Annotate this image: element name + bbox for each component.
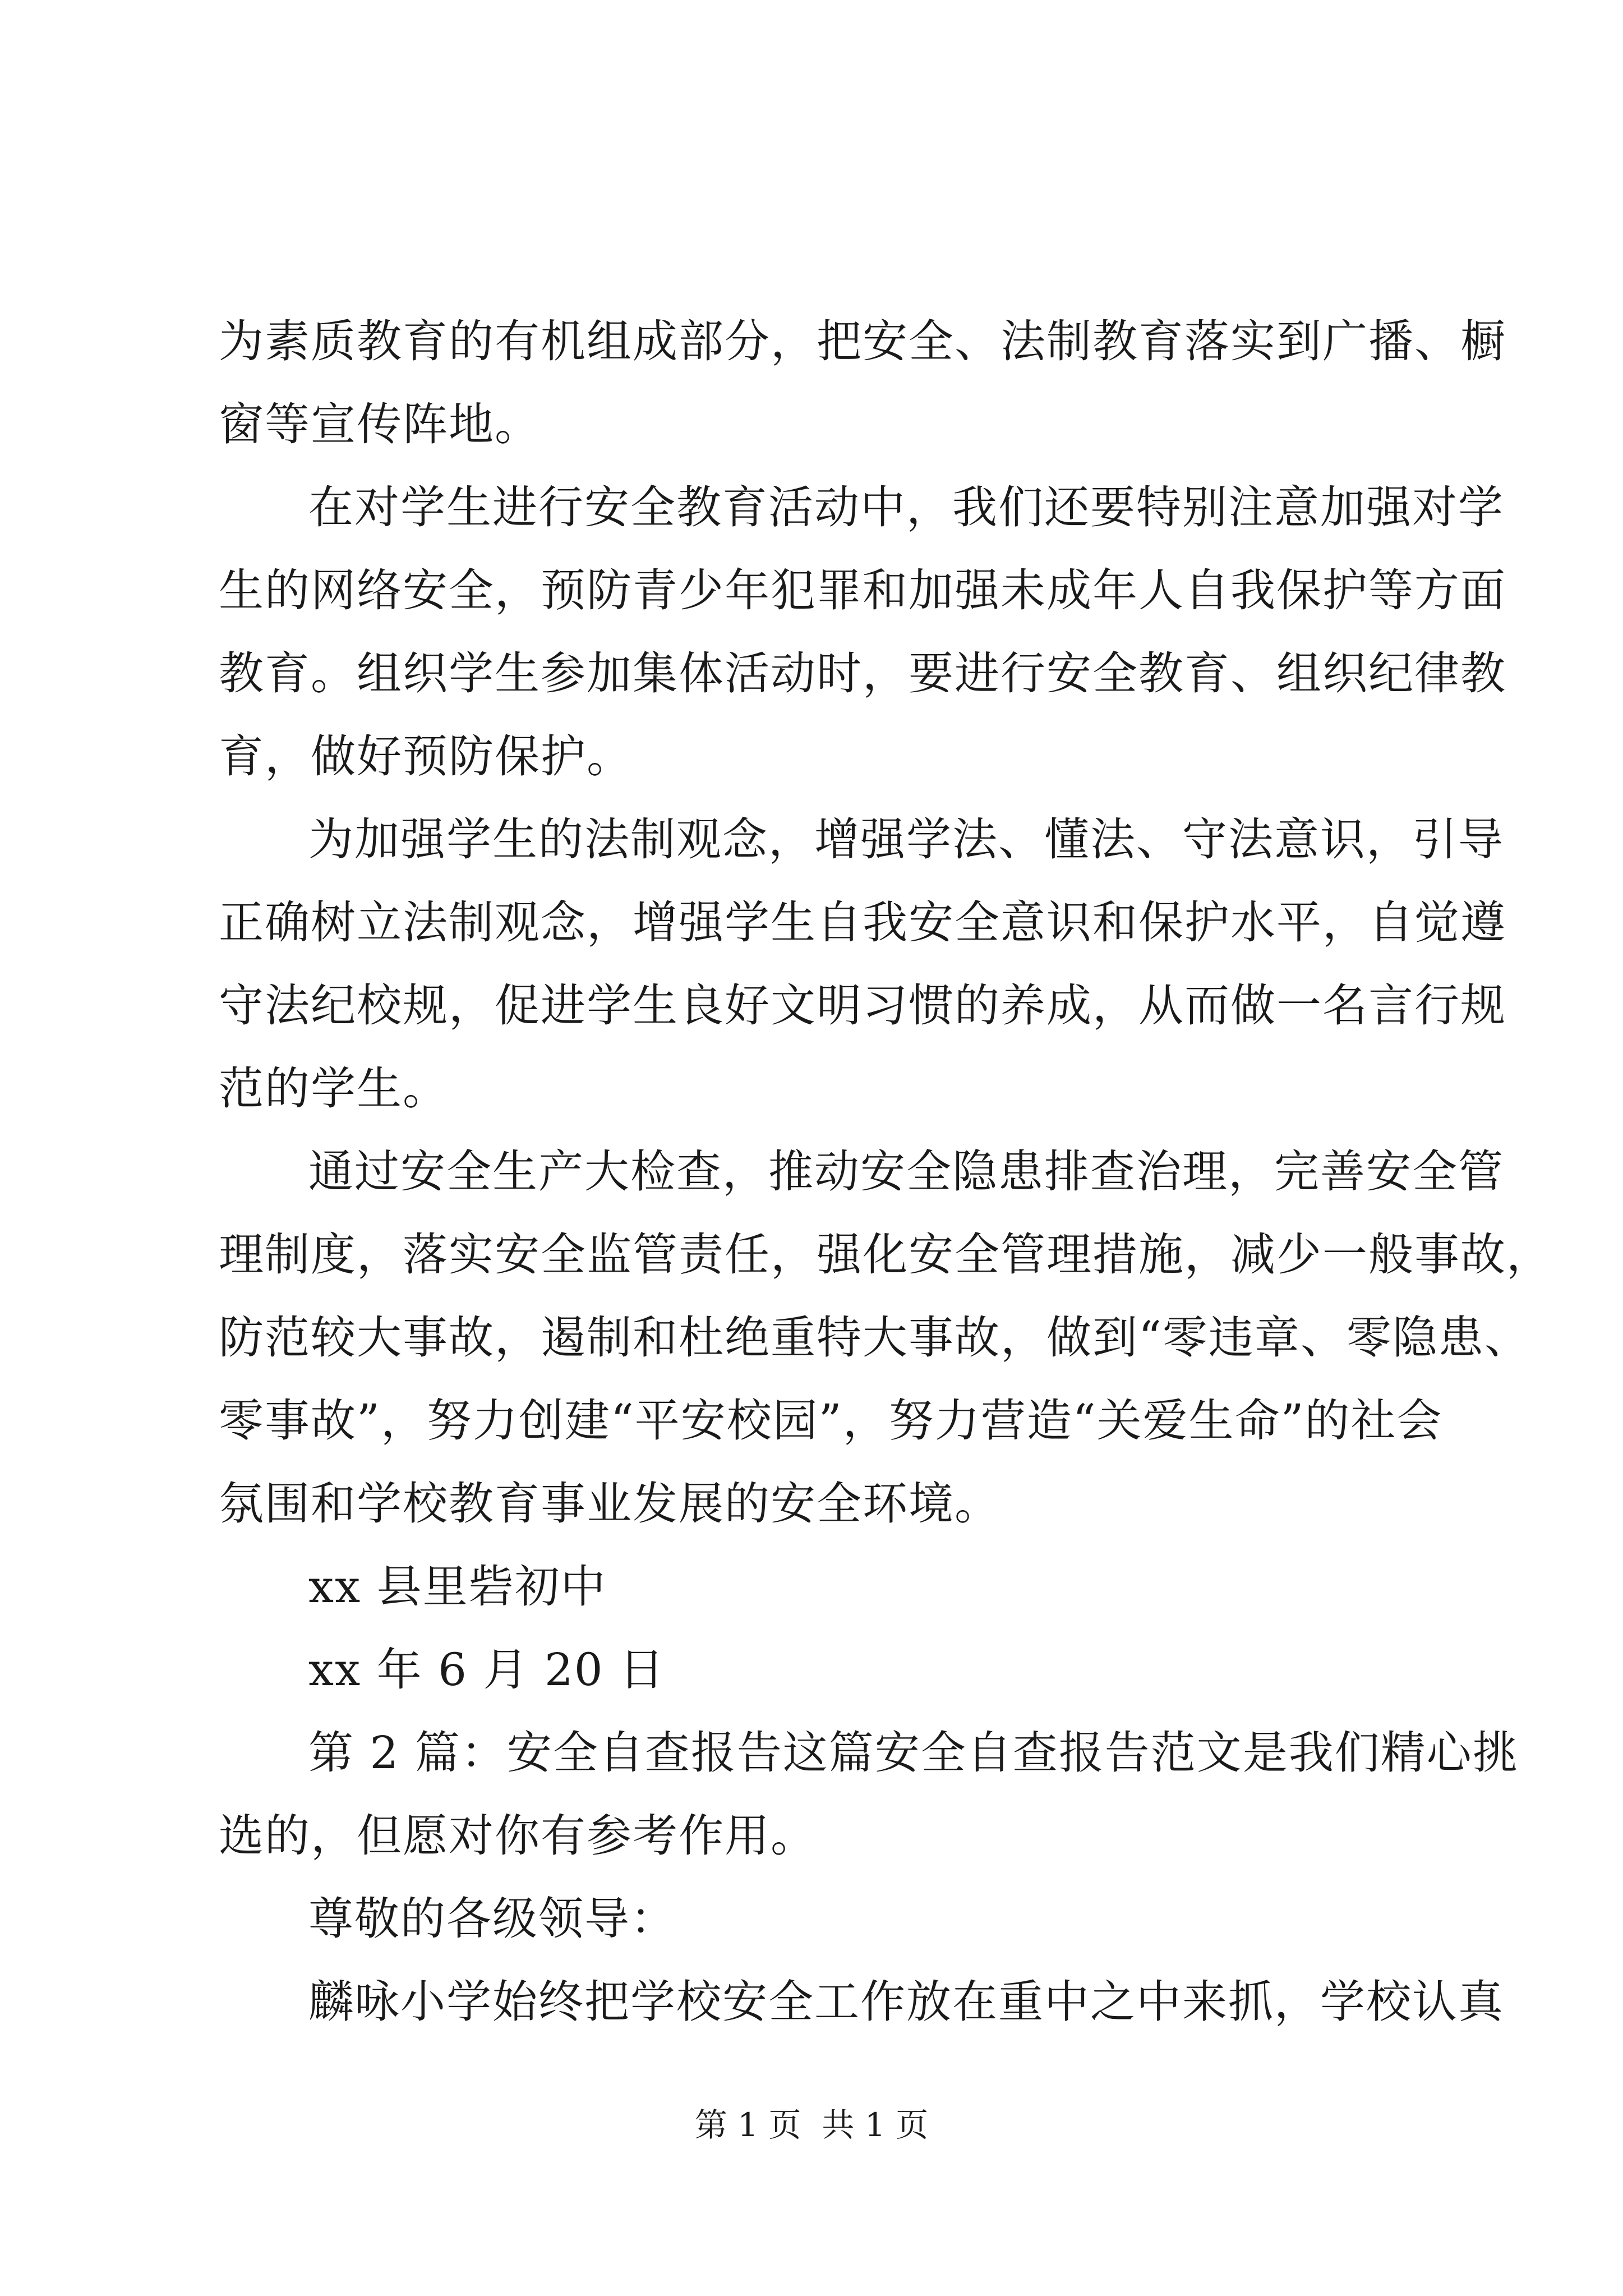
text-line: 育，做好预防保护。	[219, 730, 633, 783]
text-line: 通过安全生产大检查，推动安全隐患排查治理，完善安全管	[308, 1145, 1504, 1198]
salutation: 尊敬的各级领导：	[308, 1893, 676, 1945]
text-line: 生的网络安全，预防青少年犯罪和加强未成年人自我保护等方面	[219, 564, 1506, 616]
text-line: 窗等宣传阵地。	[219, 398, 541, 450]
text-line: 在对学生进行安全教育活动中，我们还要特别注意加强对学	[308, 481, 1504, 533]
text-line: 防范较大事故，遏制和杜绝重特大事故，做到“零违章、零隐患、	[219, 1312, 1530, 1364]
text-line: 范的学生。	[219, 1062, 449, 1115]
text-line: 教育。组织学生参加集体活动时，要进行安全教育、组织纪律教	[219, 647, 1506, 700]
text-line: 选的，但愿对你有参考作用。	[219, 1810, 817, 1862]
text-line: 零事故”，努力创建“平安校园”，努力营造“关爱生命”的社会	[219, 1395, 1443, 1447]
text-line: 第 2 篇：安全自查报告这篇安全自查报告范文是我们精心挑	[308, 1727, 1519, 1779]
text-line: 为加强学生的法制观念，增强学法、懂法、守法意识，引导	[308, 813, 1504, 866]
text-line: 理制度，落实安全监管责任，强化安全管理措施，减少一般事故，	[219, 1228, 1552, 1281]
text-line: 正确树立法制观念，增强学生自我安全意识和保护水平，自觉遵	[219, 896, 1506, 949]
document-body	[219, 300, 1552, 2044]
text-line: 麟咏小学始终把学校安全工作放在重中之中来抓，学校认真	[308, 1976, 1504, 2028]
signature-school: xx 县里砦初中	[308, 1561, 607, 1613]
text-line: 氛围和学校教育事业发展的安全环境。	[219, 1478, 1000, 1530]
text-line: 守法纪校规，促进学生良好文明习惯的养成，从而做一名言行规	[219, 979, 1506, 1032]
text-line: 为素质教育的有机组成部分，把安全、法制教育落实到广播、橱	[219, 315, 1506, 367]
page-footer: 第 1 页 共 1 页	[694, 2106, 929, 2144]
signature-date: xx 年 6 月 20 日	[308, 1644, 666, 1696]
